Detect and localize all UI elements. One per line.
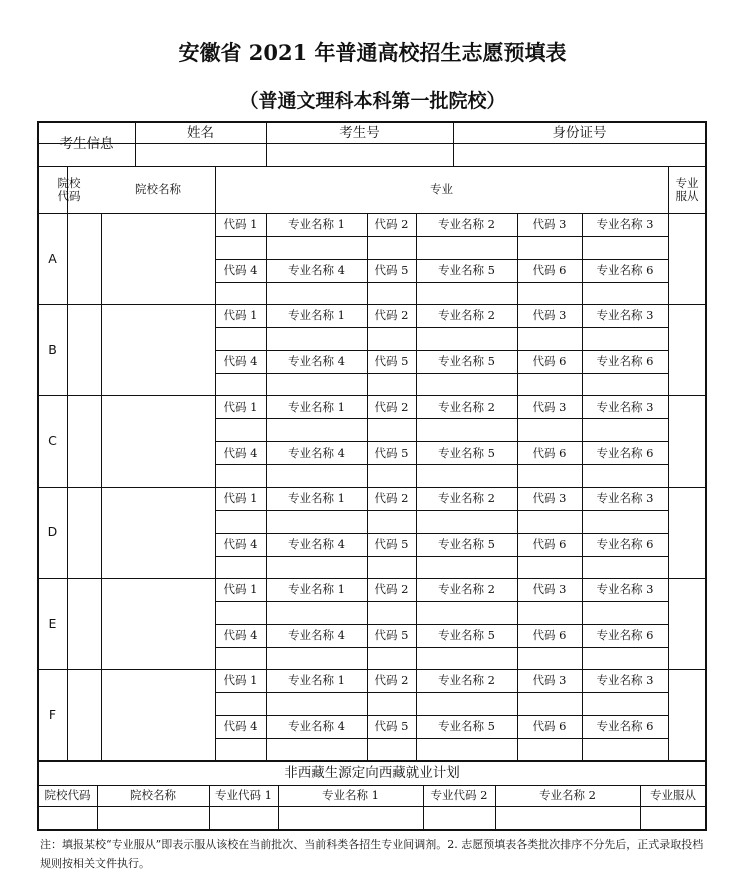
major-label-6: 代码 5 — [374, 354, 409, 369]
major-label-6: 代码 5 — [374, 719, 409, 734]
school-letter-B: B — [48, 341, 57, 357]
major-label-3: 代码 2 — [374, 490, 409, 505]
major-label-4: 代码 4 — [223, 263, 258, 278]
major-label-5: 专业名称 4 — [288, 719, 345, 734]
major-label-6: 代码 5 — [374, 536, 409, 551]
tibet-header-2: 院校名称 — [130, 788, 176, 803]
name-label: 姓名 — [187, 124, 214, 141]
school-letter-A: A — [48, 250, 57, 266]
form-border — [37, 121, 707, 831]
major-label-4: 代码 4 — [223, 536, 258, 551]
major-label-6: 代码 5 — [374, 263, 409, 278]
major-label-6: 专业名称 3 — [596, 673, 654, 688]
school-code-header: 院校代码 — [57, 175, 81, 203]
page-title: 安徽省 2021 年普通高校招生志愿预填表 — [178, 40, 567, 65]
major-label-1: 代码 1 — [223, 490, 258, 505]
major-label-8: 代码 6 — [532, 263, 567, 278]
major-label-4: 代码 4 — [223, 627, 258, 642]
tibet-title: 非西藏生源定向西藏就业计划 — [284, 765, 460, 782]
major-label-9: 专业名称 6 — [596, 719, 654, 734]
tibet-header-5: 专业代码 2 — [430, 788, 488, 803]
major-label-7: 专业名称 5 — [438, 627, 495, 642]
major-label-6: 专业名称 3 — [596, 217, 654, 232]
major-label-8: 代码 6 — [532, 354, 567, 369]
major-label-7: 专业名称 5 — [438, 445, 495, 460]
major-label-1: 代码 1 — [223, 581, 258, 596]
major-label-4: 专业名称 2 — [438, 673, 495, 688]
major-label-5: 专业名称 4 — [288, 536, 345, 551]
tibet-header-6: 专业名称 2 — [539, 788, 596, 803]
major-label-5: 专业名称 4 — [288, 445, 345, 460]
major-label-7: 专业名称 5 — [438, 354, 495, 369]
major-label-4: 专业名称 2 — [438, 217, 495, 232]
major-label-1: 代码 1 — [223, 673, 258, 688]
major-label-5: 代码 3 — [532, 490, 567, 505]
major-label-8: 代码 6 — [532, 536, 567, 551]
major-label-4: 专业名称 2 — [438, 581, 495, 596]
major-label-7: 专业名称 5 — [438, 536, 495, 551]
major-label-3: 代码 2 — [374, 399, 409, 414]
major-label-2: 专业名称 1 — [288, 308, 345, 323]
school-letter-E: E — [48, 615, 57, 631]
major-label-8: 代码 6 — [532, 627, 567, 642]
school-letter-C: C — [48, 433, 57, 449]
major-label-7: 专业名称 5 — [438, 719, 495, 734]
major-header: 专业 — [430, 182, 453, 197]
major-label-6: 专业名称 3 — [596, 581, 654, 596]
major-label-5: 代码 3 — [532, 399, 567, 414]
school-name-header: 院校名称 — [135, 182, 181, 197]
major-label-6: 代码 5 — [374, 627, 409, 642]
major-label-1: 代码 1 — [223, 308, 258, 323]
major-label-9: 专业名称 6 — [596, 354, 654, 369]
major-label-2: 专业名称 1 — [288, 490, 345, 505]
major-label-6: 专业名称 3 — [596, 399, 654, 414]
major-label-8: 代码 6 — [532, 445, 567, 460]
major-label-5: 专业名称 4 — [288, 263, 345, 278]
major-label-1: 代码 1 — [223, 217, 258, 232]
major-label-3: 代码 2 — [374, 217, 409, 232]
major-label-5: 代码 3 — [532, 673, 567, 688]
candidate-info-label: 考生信息 — [59, 136, 114, 153]
major-label-3: 代码 2 — [374, 581, 409, 596]
major-label-5: 专业名称 4 — [288, 354, 345, 369]
school-letter-F: F — [48, 706, 57, 722]
exam-number-label: 考生号 — [339, 124, 380, 141]
major-label-2: 专业名称 1 — [288, 673, 345, 688]
major-label-3: 代码 2 — [374, 673, 409, 688]
id-number-label: 身份证号 — [552, 124, 607, 141]
major-label-6: 专业名称 3 — [596, 490, 654, 505]
major-label-5: 代码 3 — [532, 308, 567, 323]
major-label-4: 代码 4 — [223, 354, 258, 369]
major-label-2: 专业名称 1 — [288, 217, 345, 232]
major-label-5: 代码 3 — [532, 217, 567, 232]
obey-header: 专业服从 — [675, 175, 699, 203]
major-label-5: 专业名称 4 — [288, 627, 345, 642]
footnote: 注：填报某校“专业服从”即表示服从该校在当前批次、当前科类各招生专业间调剂。2. 志愿预填表各类批次排序不分先后，正式录取投档规则按相关文件执行。 — [40, 838, 704, 870]
major-label-9: 专业名称 6 — [596, 263, 654, 278]
tibet-header-3: 专业代码 1 — [215, 788, 272, 803]
major-label-4: 代码 4 — [223, 719, 258, 734]
major-label-5: 代码 3 — [532, 581, 567, 596]
page-subtitle: （普通文理科本科第一批院校） — [239, 90, 506, 112]
tibet-header-4: 专业名称 1 — [322, 788, 379, 803]
major-label-1: 代码 1 — [223, 399, 258, 414]
major-label-9: 专业名称 6 — [596, 627, 654, 642]
major-label-6: 专业名称 3 — [596, 308, 654, 323]
major-label-4: 代码 4 — [223, 445, 258, 460]
major-label-9: 专业名称 6 — [596, 445, 654, 460]
major-label-6: 代码 5 — [374, 445, 409, 460]
major-label-4: 专业名称 2 — [438, 399, 495, 414]
major-label-2: 专业名称 1 — [288, 581, 345, 596]
major-label-7: 专业名称 5 — [438, 263, 495, 278]
major-label-4: 专业名称 2 — [438, 490, 495, 505]
major-label-2: 专业名称 1 — [288, 399, 345, 414]
school-letter-D: D — [47, 524, 58, 540]
major-label-4: 专业名称 2 — [438, 308, 495, 323]
tibet-header-1: 院校代码 — [44, 788, 91, 803]
major-label-8: 代码 6 — [532, 719, 567, 734]
major-label-9: 专业名称 6 — [596, 536, 654, 551]
major-label-3: 代码 2 — [374, 308, 409, 323]
tibet-header-7: 专业服从 — [650, 788, 696, 803]
